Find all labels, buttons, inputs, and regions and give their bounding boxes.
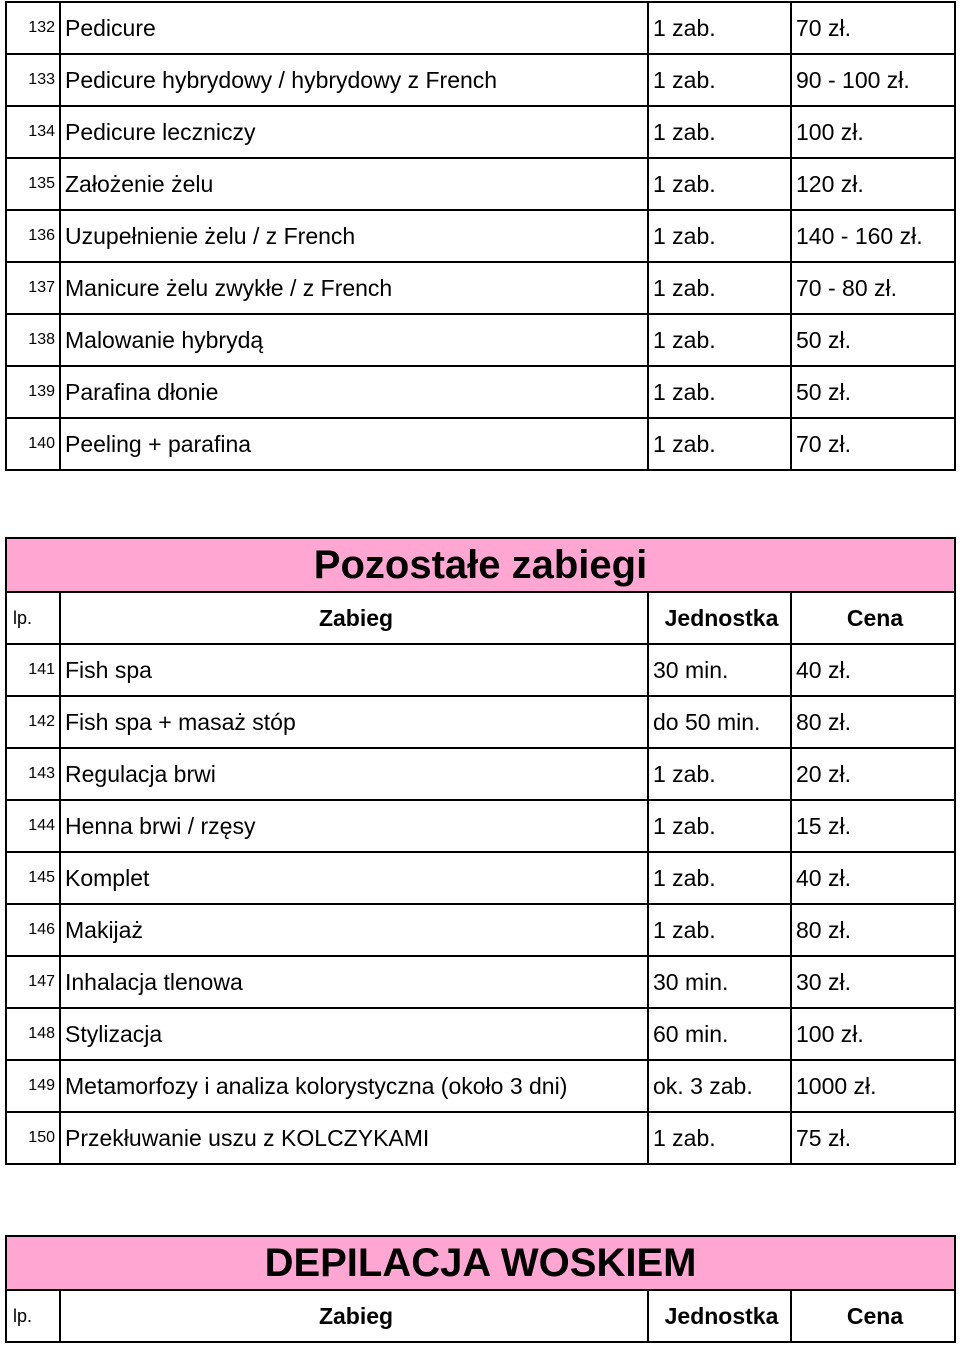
header-unit: Jednostka bbox=[648, 1290, 791, 1342]
row-number: 140 bbox=[6, 418, 60, 470]
header-row bbox=[6, 1290, 955, 1342]
row-number: 148 bbox=[6, 1008, 60, 1060]
treatment-name: Stylizacja bbox=[60, 1008, 648, 1060]
row-number: 139 bbox=[6, 366, 60, 418]
row-number: 149 bbox=[6, 1060, 60, 1112]
treatment-price: 40 zł. bbox=[791, 644, 955, 696]
treatment-price: 140 - 160 zł. bbox=[791, 210, 955, 262]
table-row bbox=[6, 418, 955, 470]
treatment-price: 70 zł. bbox=[791, 418, 955, 470]
treatment-name: Fish spa + masaż stóp bbox=[60, 696, 648, 748]
table-row bbox=[6, 210, 955, 262]
treatment-price: 80 zł. bbox=[791, 904, 955, 956]
header-price: Cena bbox=[791, 1290, 955, 1342]
treatment-name: Pedicure bbox=[60, 2, 648, 54]
table-row bbox=[6, 956, 955, 1008]
treatment-price: 50 zł. bbox=[791, 314, 955, 366]
treatment-unit: 1 zab. bbox=[648, 852, 791, 904]
treatment-unit: ok. 3 zab. bbox=[648, 1060, 791, 1112]
treatment-name: Pedicure leczniczy bbox=[60, 106, 648, 158]
treatments-table-waxing bbox=[5, 1235, 956, 1343]
row-number: 141 bbox=[6, 644, 60, 696]
row-number: 132 bbox=[6, 2, 60, 54]
table-row bbox=[6, 1060, 955, 1112]
row-number: 147 bbox=[6, 956, 60, 1008]
treatment-unit: 1 zab. bbox=[648, 158, 791, 210]
treatments-table-nails-body bbox=[6, 2, 955, 470]
row-number: 143 bbox=[6, 748, 60, 800]
row-number: 138 bbox=[6, 314, 60, 366]
treatment-price: 80 zł. bbox=[791, 696, 955, 748]
table-row bbox=[6, 748, 955, 800]
treatment-unit: 1 zab. bbox=[648, 904, 791, 956]
treatment-unit: 1 zab. bbox=[648, 800, 791, 852]
table-row bbox=[6, 158, 955, 210]
row-number: 135 bbox=[6, 158, 60, 210]
treatment-name: Założenie żelu bbox=[60, 158, 648, 210]
table-row bbox=[6, 2, 955, 54]
treatment-price: 75 zł. bbox=[791, 1112, 955, 1164]
treatment-price: 20 zł. bbox=[791, 748, 955, 800]
treatment-name: Makijaż bbox=[60, 904, 648, 956]
table-row bbox=[6, 106, 955, 158]
row-number: 150 bbox=[6, 1112, 60, 1164]
treatment-name: Uzupełnienie żelu / z French bbox=[60, 210, 648, 262]
treatment-name: Fish spa bbox=[60, 644, 648, 696]
treatment-name: Regulacja brwi bbox=[60, 748, 648, 800]
row-number: 144 bbox=[6, 800, 60, 852]
row-number: 145 bbox=[6, 852, 60, 904]
treatment-name: Metamorfozy i analiza kolorystyczna (około 3 dni) bbox=[60, 1060, 648, 1112]
header-lp: lp. bbox=[6, 1290, 60, 1342]
treatment-unit: 1 zab. bbox=[648, 748, 791, 800]
table-row bbox=[6, 696, 955, 748]
header-row bbox=[6, 592, 955, 644]
table-row bbox=[6, 800, 955, 852]
treatment-unit: 1 zab. bbox=[648, 1112, 791, 1164]
table-row bbox=[6, 366, 955, 418]
treatment-name: Pedicure hybrydowy / hybrydowy z French bbox=[60, 54, 648, 106]
treatment-unit: 1 zab. bbox=[648, 418, 791, 470]
treatment-price: 70 zł. bbox=[791, 2, 955, 54]
row-number: 146 bbox=[6, 904, 60, 956]
treatment-unit: 1 zab. bbox=[648, 2, 791, 54]
treatment-name: Henna brwi / rzęsy bbox=[60, 800, 648, 852]
treatments-table-nails bbox=[5, 1, 956, 471]
treatment-name: Malowanie hybrydą bbox=[60, 314, 648, 366]
treatment-price: 100 zł. bbox=[791, 1008, 955, 1060]
treatment-unit: 1 zab. bbox=[648, 210, 791, 262]
header-price: Cena bbox=[791, 592, 955, 644]
table-row bbox=[6, 904, 955, 956]
table-row bbox=[6, 1112, 955, 1164]
treatment-price: 50 zł. bbox=[791, 366, 955, 418]
section-title: Pozostałe zabiegi bbox=[6, 538, 955, 592]
treatment-unit: do 50 min. bbox=[648, 696, 791, 748]
treatments-table-other-body bbox=[6, 644, 955, 1164]
treatment-name: Komplet bbox=[60, 852, 648, 904]
treatments-table-other bbox=[5, 537, 956, 1165]
treatment-unit: 1 zab. bbox=[648, 314, 791, 366]
header-name: Zabieg bbox=[60, 592, 648, 644]
header-name: Zabieg bbox=[60, 1290, 648, 1342]
treatment-price: 100 zł. bbox=[791, 106, 955, 158]
treatment-price: 40 zł. bbox=[791, 852, 955, 904]
treatment-unit: 60 min. bbox=[648, 1008, 791, 1060]
treatment-price: 120 zł. bbox=[791, 158, 955, 210]
treatment-name: Manicure żelu zwykłe / z French bbox=[60, 262, 648, 314]
treatment-unit: 1 zab. bbox=[648, 54, 791, 106]
treatment-name: Parafina dłonie bbox=[60, 366, 648, 418]
table-row bbox=[6, 852, 955, 904]
treatment-unit: 1 zab. bbox=[648, 106, 791, 158]
row-number: 133 bbox=[6, 54, 60, 106]
treatment-unit: 30 min. bbox=[648, 644, 791, 696]
treatment-name: Przekłuwanie uszu z KOLCZYKAMI bbox=[60, 1112, 648, 1164]
section-title-row bbox=[6, 1236, 955, 1290]
header-lp: lp. bbox=[6, 592, 60, 644]
table-row bbox=[6, 314, 955, 366]
header-unit: Jednostka bbox=[648, 592, 791, 644]
treatment-price: 1000 zł. bbox=[791, 1060, 955, 1112]
treatment-price: 70 - 80 zł. bbox=[791, 262, 955, 314]
treatment-price: 90 - 100 zł. bbox=[791, 54, 955, 106]
section-title: DEPILACJA WOSKIEM bbox=[6, 1236, 955, 1290]
table-row bbox=[6, 262, 955, 314]
treatment-unit: 30 min. bbox=[648, 956, 791, 1008]
row-number: 137 bbox=[6, 262, 60, 314]
treatment-price: 15 zł. bbox=[791, 800, 955, 852]
treatment-name: Peeling + parafina bbox=[60, 418, 648, 470]
section-title-row bbox=[6, 538, 955, 592]
row-number: 142 bbox=[6, 696, 60, 748]
treatment-name: Inhalacja tlenowa bbox=[60, 956, 648, 1008]
table-row bbox=[6, 54, 955, 106]
table-row bbox=[6, 1008, 955, 1060]
treatment-unit: 1 zab. bbox=[648, 262, 791, 314]
treatment-price: 30 zł. bbox=[791, 956, 955, 1008]
row-number: 136 bbox=[6, 210, 60, 262]
table-row bbox=[6, 644, 955, 696]
row-number: 134 bbox=[6, 106, 60, 158]
treatment-unit: 1 zab. bbox=[648, 366, 791, 418]
